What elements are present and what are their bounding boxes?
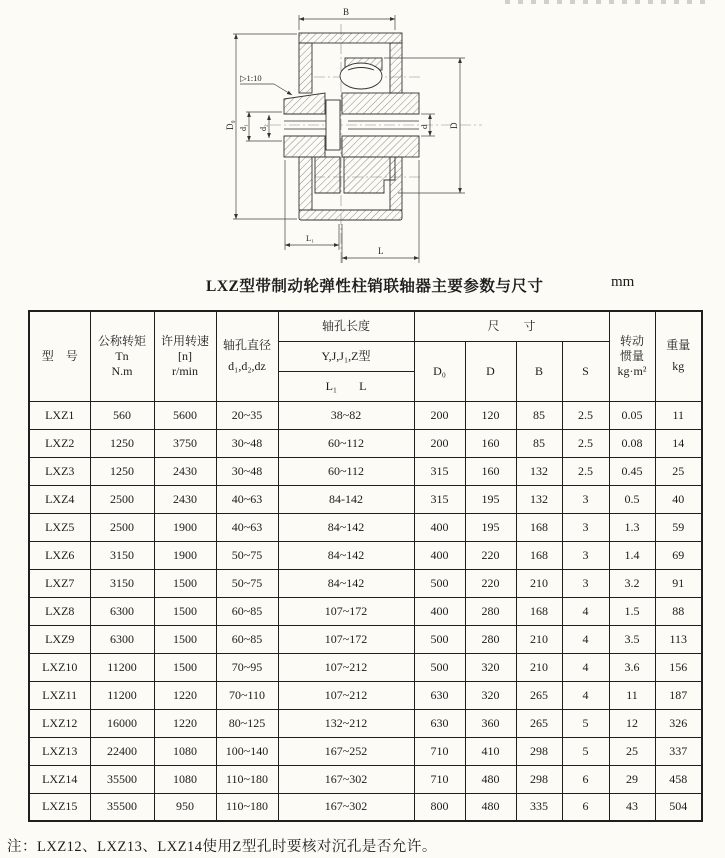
table-cell: 38~82 — [278, 401, 414, 429]
table-cell: 107~172 — [278, 597, 414, 625]
table-cell: 1500 — [154, 597, 216, 625]
header-bore-length — [278, 311, 414, 341]
table-row — [29, 457, 702, 485]
table-row — [29, 625, 702, 653]
skirt-left — [315, 157, 340, 193]
table-header — [29, 311, 702, 401]
header-bore-length-types-label: Y,J,J₁,Z型 — [321, 348, 371, 363]
header-model — [29, 311, 90, 401]
table-cell: 80~125 — [216, 709, 278, 737]
table-cell: 950 — [154, 793, 216, 821]
table-cell: 167~252 — [278, 737, 414, 765]
table-cell: 70~110 — [216, 681, 278, 709]
table-cell: 1220 — [154, 681, 216, 709]
left-hub-lower — [284, 136, 325, 157]
table-cell: 1900 — [154, 513, 216, 541]
table-cell: 107~212 — [278, 653, 414, 681]
table-cell: LXZ8 — [29, 597, 90, 625]
table-cell: 6 — [562, 765, 609, 793]
table-cell: 70~95 — [216, 653, 278, 681]
table-cell: 3 — [562, 569, 609, 597]
table-cell: 326 — [655, 709, 702, 737]
table-cell: 5600 — [154, 401, 216, 429]
table-cell: 6 — [562, 793, 609, 821]
left-hub-upper — [284, 93, 325, 114]
table-cell: 0.45 — [609, 457, 655, 485]
table-row — [29, 737, 702, 765]
header-weight-line1: 重量 — [666, 338, 691, 353]
table-cell: 1500 — [154, 569, 216, 597]
header-speed — [154, 311, 216, 401]
drum-left-web-lower — [299, 157, 312, 210]
header-size — [414, 311, 609, 341]
header-size-label: 尺 寸 — [487, 318, 536, 333]
table-cell: 320 — [465, 653, 516, 681]
table-cell: 156 — [655, 653, 702, 681]
table-cell: 3 — [562, 541, 609, 569]
table-cell: 168 — [516, 541, 562, 569]
table-cell: 710 — [414, 737, 465, 765]
table-cell: 0.05 — [609, 401, 655, 429]
table-cell: 20~35 — [216, 401, 278, 429]
table-row — [29, 569, 702, 597]
table-cell: 210 — [516, 569, 562, 597]
header-inertia-line3: kg·m² — [617, 363, 647, 378]
table-cell: 500 — [414, 569, 465, 597]
drum-right-wall-upper — [390, 43, 402, 93]
header-bore-length-types — [278, 341, 414, 371]
table-cell: 2.5 — [562, 429, 609, 457]
table-cell: 265 — [516, 681, 562, 709]
table-cell: 4 — [562, 597, 609, 625]
header-col-d: D — [465, 341, 516, 401]
table-cell: 85 — [516, 401, 562, 429]
table-cell: 280 — [465, 625, 516, 653]
right-hub-upper — [342, 93, 419, 114]
table-row — [29, 793, 702, 821]
table-cell: 2.5 — [562, 457, 609, 485]
table-cell: 160 — [465, 457, 516, 485]
table-cell: 60~112 — [278, 457, 414, 485]
table-cell: 3 — [562, 485, 609, 513]
header-col-b: B — [516, 341, 562, 401]
table-cell: 0.08 — [609, 429, 655, 457]
table-cell: 22400 — [90, 737, 154, 765]
table-cell: 132 — [516, 457, 562, 485]
table-cell: 298 — [516, 737, 562, 765]
table-cell: 11 — [609, 681, 655, 709]
table-cell: 1080 — [154, 765, 216, 793]
table-cell: 3.2 — [609, 569, 655, 597]
table-cell: 2430 — [154, 485, 216, 513]
dim-label-d: d — [419, 124, 429, 129]
table-cell: LXZ12 — [29, 709, 90, 737]
dim-label-l: L — [378, 246, 384, 256]
table-cell: 160 — [465, 429, 516, 457]
header-bore-diameter — [216, 311, 278, 401]
table-cell: LXZ10 — [29, 653, 90, 681]
table-cell: 200 — [414, 429, 465, 457]
dim-label-d1: d₁ — [239, 124, 248, 131]
table-cell: 500 — [414, 653, 465, 681]
table-cell: 40 — [655, 485, 702, 513]
unit-label: mm — [611, 274, 635, 290]
table-cell: LXZ11 — [29, 681, 90, 709]
table-cell: 360 — [465, 709, 516, 737]
table-cell: 3150 — [90, 569, 154, 597]
table-cell: 320 — [465, 681, 516, 709]
dim-label-b: B — [343, 7, 350, 17]
table-cell: 315 — [414, 485, 465, 513]
table-cell: 110~180 — [216, 765, 278, 793]
table-cell: 480 — [465, 793, 516, 821]
title-row — [0, 274, 725, 294]
table-row — [29, 429, 702, 457]
table-cell: 84-142 — [278, 485, 414, 513]
table-cell: 25 — [609, 737, 655, 765]
table-cell: 6300 — [90, 597, 154, 625]
table-cell: 4 — [562, 625, 609, 653]
table-cell: 630 — [414, 709, 465, 737]
table-cell: 43 — [609, 793, 655, 821]
table-cell: 3 — [562, 513, 609, 541]
table-cell: LXZ9 — [29, 625, 90, 653]
table-cell: 35500 — [90, 765, 154, 793]
table-cell: 40~63 — [216, 513, 278, 541]
header-col-d0: D₀ — [414, 341, 465, 401]
table-cell: LXZ6 — [29, 541, 90, 569]
table-cell: 504 — [655, 793, 702, 821]
table-cell: 2.5 — [562, 401, 609, 429]
table-cell: 210 — [516, 625, 562, 653]
table-cell: 500 — [414, 625, 465, 653]
clipped-text-fragment — [505, 0, 705, 4]
table-cell: 200 — [414, 401, 465, 429]
table-cell: 167~302 — [278, 793, 414, 821]
table-cell: 85 — [516, 429, 562, 457]
table-cell: 335 — [516, 793, 562, 821]
table-cell: 195 — [465, 485, 516, 513]
table-cell: LXZ5 — [29, 513, 90, 541]
table-row — [29, 485, 702, 513]
drum-top-rim — [299, 33, 402, 43]
table-cell: 630 — [414, 681, 465, 709]
header-torque-line2: N.m — [111, 363, 133, 378]
header-bore-dia-line2: d₁,d₂,dz — [228, 359, 266, 374]
table-cell: 168 — [516, 597, 562, 625]
taper-label: ▷1:10 — [240, 73, 262, 83]
table-cell: LXZ2 — [29, 429, 90, 457]
dim-label-d2: d₂ — [259, 124, 268, 131]
header-bore-dia-line1: 轴孔直径 — [222, 338, 271, 353]
table-cell: 265 — [516, 709, 562, 737]
table-cell: 3750 — [154, 429, 216, 457]
table-cell: 12 — [609, 709, 655, 737]
pin-head — [340, 63, 382, 89]
table-row — [29, 681, 702, 709]
table-row — [29, 513, 702, 541]
table-cell: 2500 — [90, 485, 154, 513]
table-cell: LXZ15 — [29, 793, 90, 821]
table-cell: 2500 — [90, 513, 154, 541]
table-cell: 84~142 — [278, 541, 414, 569]
table-row — [29, 709, 702, 737]
table-cell: 30~48 — [216, 429, 278, 457]
table-cell: 5 — [562, 709, 609, 737]
right-hub-lower — [342, 136, 419, 157]
table-cell: 29 — [609, 765, 655, 793]
table-cell: 195 — [465, 513, 516, 541]
table-cell: 210 — [516, 653, 562, 681]
page-title: LXZ型带制动轮弹性柱销联轴器主要参数与尺寸 — [206, 278, 544, 295]
table-cell: 710 — [414, 765, 465, 793]
table-cell: 6300 — [90, 625, 154, 653]
header-weight — [655, 311, 702, 401]
table-cell: 11 — [655, 401, 702, 429]
table-cell: 16000 — [90, 709, 154, 737]
header-bore-length-label: 轴孔长度 — [321, 318, 370, 333]
table-cell: 1.3 — [609, 513, 655, 541]
table-cell: 2430 — [154, 457, 216, 485]
table-cell: 400 — [414, 513, 465, 541]
table-cell: 1220 — [154, 709, 216, 737]
header-inertia-line2: 惯量 — [620, 348, 645, 363]
table-cell: 11200 — [90, 681, 154, 709]
table-cell: 400 — [414, 597, 465, 625]
dim-label-d0: D₀ — [225, 120, 235, 130]
table-cell: 480 — [465, 765, 516, 793]
table-row — [29, 597, 702, 625]
table-cell: 410 — [465, 737, 516, 765]
header-speed-line2: [n] — [178, 348, 192, 363]
table-cell: 132 — [516, 485, 562, 513]
table-cell: LXZ14 — [29, 765, 90, 793]
table-cell: 84~142 — [278, 569, 414, 597]
table-cell: LXZ13 — [29, 737, 90, 765]
table-cell: 132~212 — [278, 709, 414, 737]
table-cell: 560 — [90, 401, 154, 429]
section-parts — [284, 33, 419, 220]
header-speed-line3: r/min — [172, 363, 198, 378]
table-cell: 69 — [655, 541, 702, 569]
dim-label-dcap: D — [449, 122, 459, 129]
header-len-l: L — [359, 378, 367, 393]
table-cell: 337 — [655, 737, 702, 765]
header-model-label: 型 号 — [41, 348, 78, 363]
table-row — [29, 541, 702, 569]
table-cell: 167~302 — [278, 765, 414, 793]
header-inertia — [609, 311, 655, 401]
drum-left-web-upper — [299, 43, 312, 93]
table-cell: 35500 — [90, 793, 154, 821]
table-cell: 400 — [414, 541, 465, 569]
table-cell: 220 — [465, 541, 516, 569]
table-cell: 280 — [465, 597, 516, 625]
header-weight-line2: kg — [672, 359, 685, 374]
table-cell: 4 — [562, 681, 609, 709]
table-cell: 315 — [414, 457, 465, 485]
table-cell: LXZ3 — [29, 457, 90, 485]
header-len-l1: L₁ — [325, 378, 338, 393]
table-cell: 3150 — [90, 541, 154, 569]
header-torque — [90, 311, 154, 401]
table-cell: 11200 — [90, 653, 154, 681]
table-cell: 60~85 — [216, 597, 278, 625]
table-cell: 800 — [414, 793, 465, 821]
table-cell: 458 — [655, 765, 702, 793]
table-cell: 3.5 — [609, 625, 655, 653]
header-length-sub — [278, 371, 414, 401]
table-cell: 110~180 — [216, 793, 278, 821]
table-cell: 5 — [562, 737, 609, 765]
table-cell: 88 — [655, 597, 702, 625]
table-cell: 1.5 — [609, 597, 655, 625]
table-cell: 1250 — [90, 457, 154, 485]
dim-label-l1: L₁ — [306, 233, 315, 243]
footnote: 注：LXZ12、LXZ13、LXZ14使用Z型孔时要核对沉孔是否允许。 — [7, 839, 437, 855]
table-cell: 1900 — [154, 541, 216, 569]
table-cell: 120 — [465, 401, 516, 429]
table-cell: 1500 — [154, 653, 216, 681]
table-cell: 60~85 — [216, 625, 278, 653]
table-cell: 59 — [655, 513, 702, 541]
table-row — [29, 765, 702, 793]
table-cell: 0.5 — [609, 485, 655, 513]
header-col-s: S — [562, 341, 609, 401]
table-cell: 1080 — [154, 737, 216, 765]
table-cell: 100~140 — [216, 737, 278, 765]
table-cell: 50~75 — [216, 569, 278, 597]
table-cell: 113 — [655, 625, 702, 653]
table-cell: 91 — [655, 569, 702, 597]
table-cell: 4 — [562, 653, 609, 681]
table-cell: 40~63 — [216, 485, 278, 513]
table-cell: 50~75 — [216, 541, 278, 569]
table-cell: 1500 — [154, 625, 216, 653]
header-inertia-line1: 转动 — [620, 333, 645, 348]
table-cell: 298 — [516, 765, 562, 793]
table-cell: 1.4 — [609, 541, 655, 569]
table-cell: 60~112 — [278, 429, 414, 457]
table-cell: 25 — [655, 457, 702, 485]
table-row — [29, 401, 702, 429]
table-cell: 187 — [655, 681, 702, 709]
table-cell: 30~48 — [216, 457, 278, 485]
table-cell: 84~142 — [278, 513, 414, 541]
skirt-right — [344, 157, 395, 193]
table-cell: 14 — [655, 429, 702, 457]
table-cell: LXZ1 — [29, 401, 90, 429]
table-cell: 107~172 — [278, 625, 414, 653]
table-cell: LXZ4 — [29, 485, 90, 513]
table-cell: 168 — [516, 513, 562, 541]
table-cell: LXZ7 — [29, 569, 90, 597]
table-body — [29, 401, 702, 821]
header-torque-line1: 公称转矩Tn — [97, 333, 146, 363]
header-speed-line1: 许用转速 — [160, 333, 209, 348]
table-cell: 220 — [465, 569, 516, 597]
table-row — [29, 653, 702, 681]
table-cell: 1250 — [90, 429, 154, 457]
table-cell: 107~212 — [278, 681, 414, 709]
table-cell: 3.6 — [609, 653, 655, 681]
coupling-drawing — [222, 0, 522, 270]
drum-bottom-rim — [299, 210, 402, 220]
parameters-table — [28, 310, 703, 822]
